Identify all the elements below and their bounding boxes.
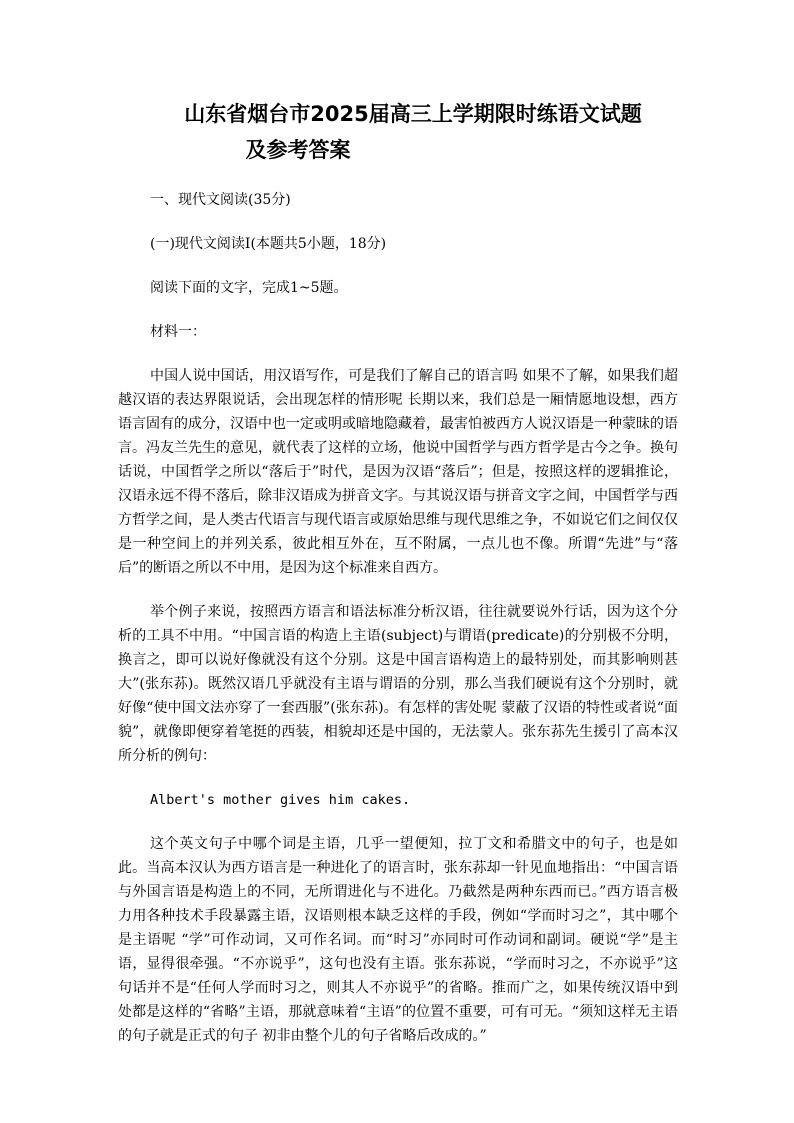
material-label: 材料一： — [150, 324, 206, 340]
paragraph: 中国人说中国话，用汉语写作，可是我们了解自己的语言吗 如果不了解，如果我们超越汉语的表达界限说话，会出现怎样的情形呢 长期以来，我们总是一厢情愿地设想，西方语言固有的成分，汉语中也一定或明或暗地隐藏着，最害怕被西方人说汉语是一种蒙昧的语言。冯友兰先生的意见，就代表了这样的立场，他说中国哲学与西方哲学是古今之争。换句话说，中国哲学之所以“落后于”时代，是因为汉语“落后”；但是，按照这样的逻辑推论，汉语永远不得不落后，除非汉语成为拼音文字。与其说汉语与拼音文字之间，中国哲学与西方哲学之间，是人类古代语言与现代语言或原始思维与现代思维之争，不如说它们之间仅仅是一种空间上的并列关系，彼此相互外在，互不附属，一点儿也不像。所谓“先进”与“落后”的断语之所以不中用，是因为这个标准来自西方。 — [118, 368, 678, 576]
title-line-1: 山东省烟台市2025届高三上学期限时练语文试题 — [184, 102, 642, 126]
section-heading: 一、现代文阅读(35分) — [150, 192, 291, 208]
paragraph: 举个例子来说，按照西方语言和语法标准分析汉语，往往就要说外行话，因为这个分析的工具不中用。“中国言语的构造上主语(subject)与谓语(predicate)的分别极不分明，换言之，即可以说好像就没有这个分别。这是中国言语构造上的最特别处，而其影响则甚大”(张东荪)。既然汉语几乎就没有主语与谓语的分别，那么当我们硬说有这个分别时，就好像“使中国文法亦穿了一套西服”(张东荪)。有怎样的害处呢 蒙蔽了汉语的特性或者说“面貌”，就像即便穿着笔挺的西装，相貌却还是中国的，无法蒙人。张东荪先生援引了高本汉所分析的例句： — [118, 604, 678, 764]
title-line-2: 及参考答案 — [245, 138, 351, 162]
instruction-text: 阅读下面的文字，完成1~5题。 — [150, 280, 348, 296]
document-title — [118, 96, 678, 168]
paragraph: 这个英文句子中哪个词是主语，几乎一望便知，拉丁文和希腊文中的句子，也是如此。当高本汉认为西方语言是一种进化了的语言时，张东荪却一针见血地指出：“中国言语与外国言语是构造上的不同，无所谓进化与不进化。乃截然是两种东西而已。”西方语言极力用各种技术手段暴露主语，汉语则根本缺乏这样的手段，例如“学而时习之”，其中哪个是主语呢 “学”可作动词，又可作名词。而“时习”亦同时可作动词和副词。硬说“学”是主语，显得很牵强。“不亦说乎”，这句也没有主语。张东荪说，“学而时习之，不亦说乎”这句话并不是“任何人学而时习之，则其人不亦说乎”的省略。推而广之，如果传统汉语中到处都是这样的“省略”主语，那就意味着“主语”的位置不重要，可有可无。“须知这样无主语的句子就是正式的句子 初非由整个儿的句子省略后改成的。” — [118, 836, 678, 1044]
document-page — [118, 96, 678, 1048]
example-sentence: Albert's mother gives him cakes. — [150, 792, 411, 808]
subsection-heading: (一)现代文阅读Ⅰ(本题共5小题，18分) — [150, 236, 387, 252]
